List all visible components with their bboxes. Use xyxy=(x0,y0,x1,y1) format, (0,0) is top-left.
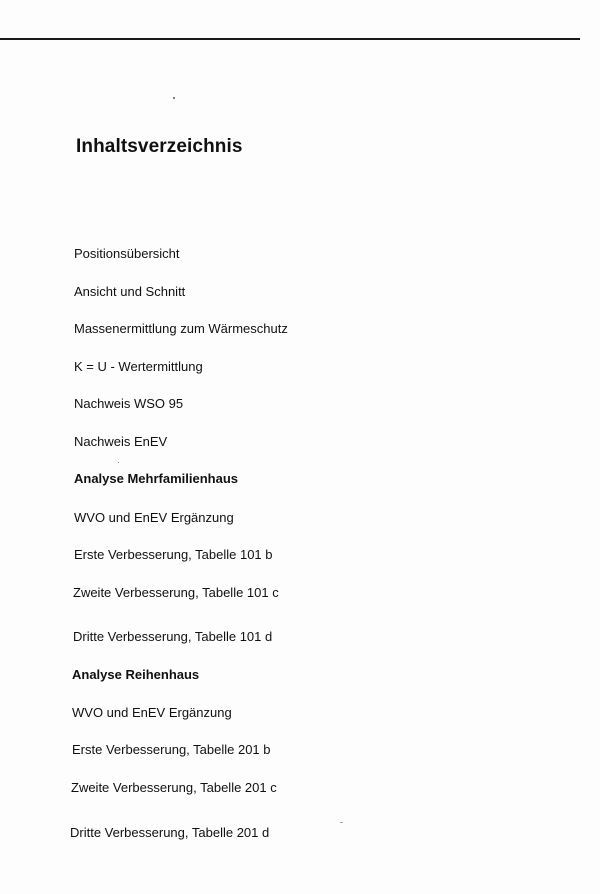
toc-entry: WVO und EnEV Ergänzung xyxy=(72,705,232,720)
page-title: Inhaltsverzeichnis xyxy=(76,136,243,157)
toc-entry: Erste Verbesserung, Tabelle 101 b xyxy=(74,547,273,562)
toc-entry: Zweite Verbesserung, Tabelle 201 c xyxy=(71,780,277,795)
toc-entry: K = U - Wertermittlung xyxy=(74,359,203,374)
toc-section-heading: Analyse Reihenhaus xyxy=(72,667,200,682)
toc-entry: Nachweis WSO 95 xyxy=(74,396,184,411)
scan-speck xyxy=(173,97,175,99)
toc-entry: Positionsübersicht xyxy=(74,246,180,261)
toc-entry: Nachweis EnEV xyxy=(74,434,168,449)
toc-entry: Massenermittlung zum Wärmeschutz xyxy=(74,321,288,336)
scan-speck xyxy=(118,462,119,463)
toc-entry: Zweite Verbesserung, Tabelle 101 c xyxy=(73,585,279,600)
toc-entry: Erste Verbesserung, Tabelle 201 b xyxy=(72,742,271,757)
toc-entry: WVO und EnEV Ergänzung xyxy=(74,510,234,525)
toc-entry: Dritte Verbesserung, Tabelle 101 d xyxy=(73,629,273,644)
toc-entry: Dritte Verbesserung, Tabelle 201 d xyxy=(70,825,270,840)
scan-speck xyxy=(340,822,343,823)
top-rule xyxy=(0,38,580,40)
toc-entry: Ansicht und Schnitt xyxy=(74,284,186,299)
toc-section-heading: Analyse Mehrfamilienhaus xyxy=(74,471,238,486)
